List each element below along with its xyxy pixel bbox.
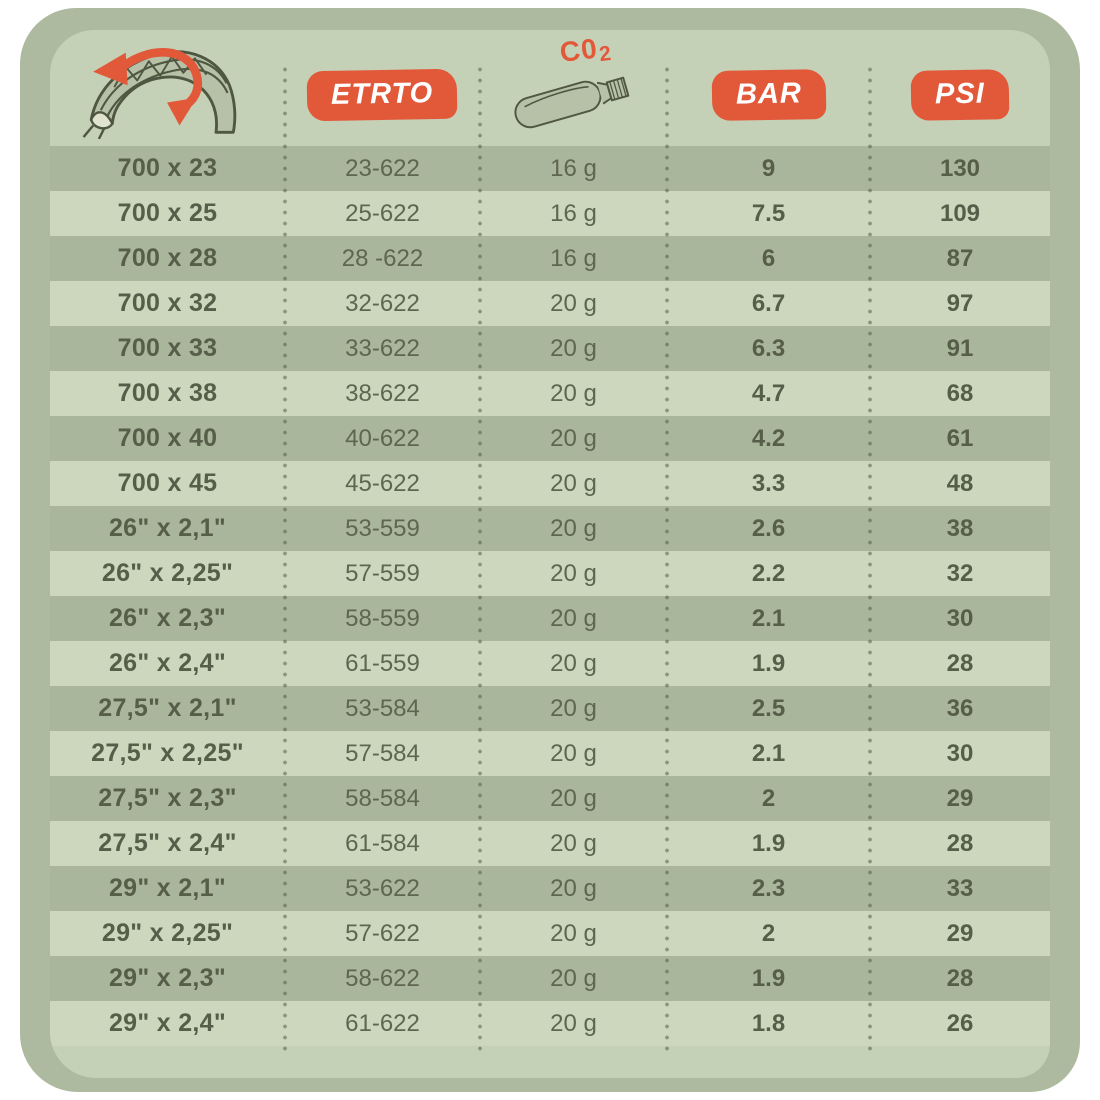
co2-cell: 16 g xyxy=(550,154,597,182)
etrto-cell: 53-622 xyxy=(345,874,420,902)
tire-size-cell: 26" x 2,4" xyxy=(108,649,227,677)
bar-cell: 2 xyxy=(761,784,776,812)
co2-header-label: C02 xyxy=(557,32,613,68)
psi-cell: 30 xyxy=(946,739,974,767)
co2-cell: 20 g xyxy=(550,559,597,587)
bar-cell: 6 xyxy=(761,244,776,272)
tire-size-cell: 27,5" x 2,3" xyxy=(98,784,237,812)
co2-cell: 20 g xyxy=(550,829,597,857)
co2-cell: 20 g xyxy=(550,784,597,812)
bar-cell: 4.2 xyxy=(751,424,786,452)
co2-cell: 20 g xyxy=(550,514,597,542)
tire-size-cell: 26" x 2,25" xyxy=(101,559,234,587)
bar-cell: 2.5 xyxy=(751,694,786,722)
etrto-cell: 61-584 xyxy=(345,829,420,857)
psi-cell: 32 xyxy=(946,559,974,587)
etrto-cell: 58-559 xyxy=(345,604,420,632)
psi-cell: 91 xyxy=(946,334,974,362)
psi-cell: 130 xyxy=(939,154,981,182)
co2-cell: 20 g xyxy=(550,334,597,362)
etrto-cell: 58-584 xyxy=(345,784,420,812)
pressure-table-card xyxy=(50,30,1050,1078)
etrto-cell: 58-622 xyxy=(345,964,420,992)
bar-cell: 2 xyxy=(761,919,776,947)
infographic-panel xyxy=(20,8,1080,1092)
bar-cell: 4.7 xyxy=(751,379,786,407)
etrto-cell: 38-622 xyxy=(345,379,420,407)
table-row xyxy=(50,551,1050,596)
tire-size-cell: 27,5" x 2,25" xyxy=(91,739,244,767)
etrto-cell: 61-622 xyxy=(345,1009,420,1037)
table-row xyxy=(50,326,1050,371)
co2-cell: 20 g xyxy=(550,964,597,992)
table-row xyxy=(50,1001,1050,1046)
bar-column-header xyxy=(667,30,870,146)
bar-cell: 1.9 xyxy=(751,964,786,992)
psi-cell: 97 xyxy=(946,289,974,317)
etrto-cell: 28 -622 xyxy=(341,244,424,272)
tire-size-cell: 27,5" x 2,1" xyxy=(98,694,237,722)
tire-size-cell: 700 x 45 xyxy=(117,469,218,497)
etrto-cell: 53-559 xyxy=(345,514,420,542)
table-row xyxy=(50,911,1050,956)
psi-cell: 30 xyxy=(946,604,974,632)
psi-cell: 109 xyxy=(939,199,981,227)
co2-cell: 20 g xyxy=(550,379,597,407)
bar-cell: 2.2 xyxy=(751,559,786,587)
etrto-cell: 53-584 xyxy=(345,694,420,722)
tire-size-cell: 700 x 33 xyxy=(117,334,218,362)
tire-size-cell: 700 x 25 xyxy=(117,199,218,227)
psi-cell: 48 xyxy=(946,469,974,497)
etrto-cell: 32-622 xyxy=(345,289,420,317)
table-row xyxy=(50,731,1050,776)
tire-size-cell: 700 x 28 xyxy=(117,244,218,272)
co2-cell: 20 g xyxy=(550,1009,597,1037)
tire-size-cell: 700 x 40 xyxy=(117,424,218,452)
tire-icon xyxy=(80,43,256,139)
psi-cell: 26 xyxy=(946,1009,974,1037)
bar-cell: 1.8 xyxy=(751,1009,786,1037)
etrto-column-header xyxy=(285,30,480,146)
tire-column-header xyxy=(50,30,285,146)
co2-cell: 16 g xyxy=(550,244,597,272)
co2-column-header xyxy=(480,30,667,146)
tire-size-cell: 700 x 32 xyxy=(117,289,218,317)
bar-cell: 6.7 xyxy=(751,289,786,317)
tire-size-cell: 700 x 38 xyxy=(117,379,218,407)
co2-cell: 20 g xyxy=(550,919,597,947)
psi-cell: 28 xyxy=(946,649,974,677)
etrto-cell: 61-559 xyxy=(345,649,420,677)
psi-cell: 87 xyxy=(946,244,974,272)
psi-cell: 28 xyxy=(946,829,974,857)
tire-size-cell: 29" x 2,1" xyxy=(108,874,227,902)
co2-cell: 20 g xyxy=(550,289,597,317)
etrto-cell: 23-622 xyxy=(345,154,420,182)
bar-cell: 1.9 xyxy=(751,829,786,857)
table-row xyxy=(50,956,1050,1001)
co2-cell: 20 g xyxy=(550,874,597,902)
etrto-cell: 57-584 xyxy=(345,739,420,767)
tire-size-cell: 26" x 2,1" xyxy=(108,514,227,542)
co2-cartridge-icon xyxy=(489,62,657,136)
bar-cell: 7.5 xyxy=(751,199,786,227)
tire-size-cell: 29" x 2,25" xyxy=(101,919,234,947)
table-row xyxy=(50,461,1050,506)
table-header xyxy=(50,30,1050,146)
table-row xyxy=(50,506,1050,551)
bar-cell: 2.6 xyxy=(751,514,786,542)
co2-cell: 20 g xyxy=(550,694,597,722)
table-row xyxy=(50,146,1050,191)
table-row xyxy=(50,191,1050,236)
psi-header-badge: PSI xyxy=(911,69,1010,121)
tire-size-cell: 700 x 23 xyxy=(117,154,218,182)
table-row xyxy=(50,776,1050,821)
bar-cell: 3.3 xyxy=(751,469,786,497)
psi-cell: 38 xyxy=(946,514,974,542)
etrto-header-badge: ETRTO xyxy=(307,69,458,122)
co2-cell: 20 g xyxy=(550,424,597,452)
table-row xyxy=(50,236,1050,281)
table-row xyxy=(50,281,1050,326)
co2-cell: 20 g xyxy=(550,649,597,677)
bar-cell: 9 xyxy=(761,154,776,182)
psi-cell: 33 xyxy=(946,874,974,902)
psi-cell: 29 xyxy=(946,784,974,812)
co2-cell: 20 g xyxy=(550,604,597,632)
co2-cell: 20 g xyxy=(550,739,597,767)
etrto-cell: 40-622 xyxy=(345,424,420,452)
etrto-cell: 57-622 xyxy=(345,919,420,947)
bar-cell: 1.9 xyxy=(751,649,786,677)
table-row xyxy=(50,686,1050,731)
co2-cell: 20 g xyxy=(550,469,597,497)
table-row xyxy=(50,866,1050,911)
table-row xyxy=(50,596,1050,641)
bar-cell: 2.1 xyxy=(751,604,786,632)
bar-cell: 2.1 xyxy=(751,739,786,767)
bar-cell: 6.3 xyxy=(751,334,786,362)
psi-cell: 28 xyxy=(946,964,974,992)
tire-size-cell: 27,5" x 2,4" xyxy=(98,829,237,857)
tire-size-cell: 29" x 2,3" xyxy=(108,964,227,992)
etrto-cell: 45-622 xyxy=(345,469,420,497)
tire-size-cell: 29" x 2,4" xyxy=(108,1009,227,1037)
co2-cell: 16 g xyxy=(550,199,597,227)
table-row xyxy=(50,821,1050,866)
bar-header-badge: BAR xyxy=(711,69,826,121)
psi-column-header xyxy=(870,30,1050,146)
table-row xyxy=(50,371,1050,416)
table-body xyxy=(50,146,1050,1046)
psi-cell: 36 xyxy=(946,694,974,722)
psi-cell: 61 xyxy=(946,424,974,452)
etrto-cell: 25-622 xyxy=(345,199,420,227)
tire-size-cell: 26" x 2,3" xyxy=(108,604,227,632)
psi-cell: 68 xyxy=(946,379,974,407)
table-row xyxy=(50,641,1050,686)
table-row xyxy=(50,416,1050,461)
etrto-cell: 33-622 xyxy=(345,334,420,362)
etrto-cell: 57-559 xyxy=(345,559,420,587)
bar-cell: 2.3 xyxy=(751,874,786,902)
psi-cell: 29 xyxy=(946,919,974,947)
